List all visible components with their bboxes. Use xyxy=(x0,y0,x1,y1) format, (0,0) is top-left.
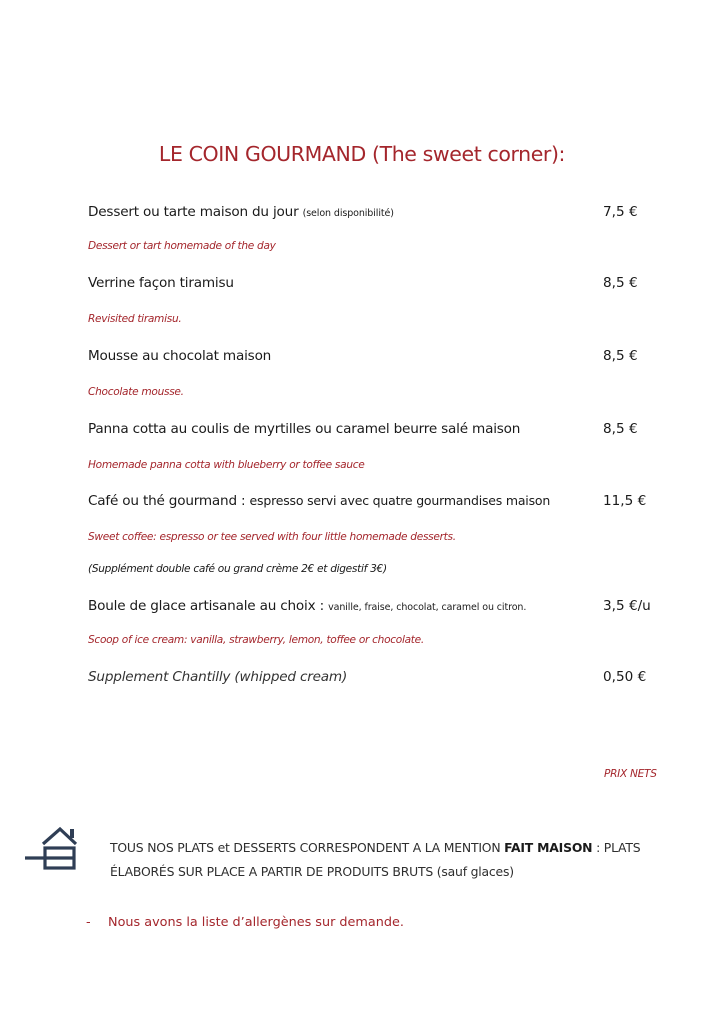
item-name-text: Boule de glace artisanale au choix : xyxy=(88,598,324,614)
item-name xyxy=(88,421,520,437)
prix-nets-label: PRIX NETS xyxy=(604,768,657,780)
allergen-text: Nous avons la liste d’allergènes sur demande. xyxy=(108,915,404,930)
item-name-text: Verrine façon tiramisu xyxy=(88,275,234,291)
item-name-note: (selon disponibilité) xyxy=(302,208,394,219)
item-name-text: Panna cotta au coulis de myrtilles ou caramel beurre salé maison xyxy=(88,421,521,437)
item-price: 11,5 € xyxy=(603,493,647,509)
item-english: Scoop of ice cream: vanilla, strawberry, lemon, toffee or chocolate. xyxy=(88,634,424,646)
item-price: 7,5 € xyxy=(603,204,638,220)
item-name xyxy=(88,275,234,291)
fait-maison-text-end: : PLATS ÉLABORÉS SUR PLACE A PARTIR DE PRODUITS BRUTS (sauf glaces) xyxy=(110,840,641,879)
item-english: Chocolate mousse. xyxy=(88,386,184,398)
item-english: Revisited tiramisu. xyxy=(88,313,182,325)
item-name xyxy=(88,348,271,364)
item-english: Homemade panna cotta with blueberry or toffee sauce xyxy=(88,459,365,471)
allergen-note xyxy=(86,915,404,930)
item-price: 8,5 € xyxy=(603,348,638,364)
item-english: Dessert or tart homemade of the day xyxy=(88,240,276,252)
item-name-text: Supplement Chantilly (whipped cream) xyxy=(88,669,348,685)
bullet-dash: - xyxy=(86,915,91,930)
item-price: 8,5 € xyxy=(603,421,638,437)
item-name xyxy=(88,598,526,614)
item-name-text: Dessert ou tarte maison du jour xyxy=(88,204,299,220)
item-name xyxy=(88,669,347,685)
fait-maison-statement xyxy=(110,836,690,884)
item-name-text: Mousse au chocolat maison xyxy=(88,348,272,364)
fait-maison-text: TOUS NOS PLATS et DESSERTS CORRESPONDENT A LA MENTION xyxy=(110,840,501,855)
item-english: Sweet coffee: espresso or tee served with four little homemade desserts. xyxy=(88,531,456,543)
menu-title: LE COIN GOURMAND (The sweet corner): xyxy=(158,142,566,166)
item-name-note: vanille, fraise, chocolat, caramel ou citron. xyxy=(328,602,527,613)
item-name xyxy=(88,204,394,220)
item-name-text: Café ou thé gourmand : xyxy=(88,493,246,509)
house-icon xyxy=(24,824,82,874)
fait-maison-highlight: FAIT MAISON xyxy=(504,840,593,855)
item-price: 3,5 €/u xyxy=(603,598,651,614)
item-name xyxy=(88,493,550,509)
item-name-note: espresso servi avec quatre gourmandises maison xyxy=(249,493,551,508)
supplement-note: (Supplément double café ou grand crème 2€ et digestif 3€) xyxy=(88,563,387,575)
item-price: 8,5 € xyxy=(603,275,638,291)
item-price: 0,50 € xyxy=(603,669,647,685)
